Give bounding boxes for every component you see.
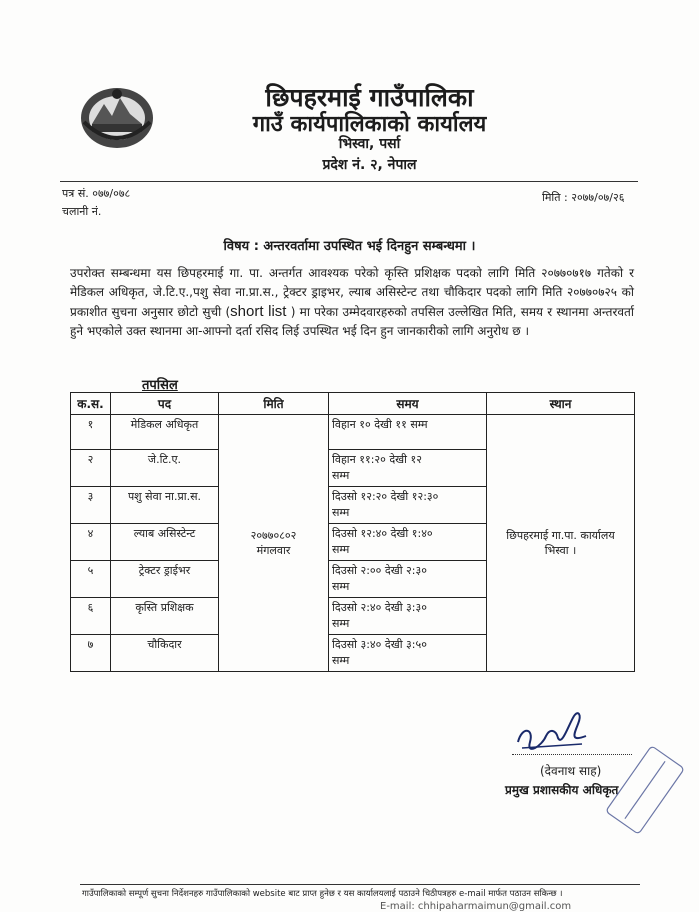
interview-schedule-table bbox=[70, 392, 635, 672]
row-time-main: दिउसो १२:२० देखी १२:३० bbox=[332, 490, 439, 503]
row-post: चौकिदार bbox=[111, 635, 219, 672]
row-time-main: विहान ११:२० देखी १२ bbox=[332, 453, 422, 466]
row-time bbox=[329, 598, 487, 635]
col-header-date: मिति bbox=[219, 393, 329, 415]
row-time bbox=[329, 487, 487, 524]
row-sn: ३ bbox=[71, 487, 111, 524]
row-time bbox=[329, 561, 487, 598]
interview-weekday: मंगलवार bbox=[256, 544, 291, 557]
footer-divider bbox=[80, 884, 640, 885]
row-time-main: दिउसो २:४० देखी ३:३० bbox=[332, 601, 427, 614]
col-header-location: स्थान bbox=[487, 393, 635, 415]
reference-number: पत्र सं. ०७७/०७८ bbox=[62, 187, 131, 200]
col-header-post: पद bbox=[111, 393, 219, 415]
interview-location-place: भिस्वा । bbox=[544, 544, 577, 557]
row-post: ल्याब असिस्टेन्ट bbox=[111, 524, 219, 561]
body-text-part2: ) मा परेका उम्मेदवारहरुको तपसिल उल्लेखित मिति, समय र स्थानमा अन्तरवर्ता हुने भएकोले उक्त स्थानमा आ-आफ्नो दर्ता रसिद लिई उपस्थित भई दिन हुन जानकारीको लागि अनुरोध छ । bbox=[70, 305, 634, 338]
handwritten-signature bbox=[512, 706, 592, 756]
interview-date-cell bbox=[219, 415, 329, 672]
row-time-main: दिउसो १२:४० देखी १:४० bbox=[332, 527, 433, 540]
municipality-name: छिपहरमाई गाउँपालिका bbox=[265, 83, 474, 112]
row-time-main: दिउसो २:०० देखी २:३० bbox=[332, 564, 427, 577]
row-time-main: दिउसो ३:४० देखी ३:५० bbox=[332, 638, 427, 651]
official-stamp bbox=[600, 740, 690, 840]
row-sn: ७ bbox=[71, 635, 111, 672]
row-time-suffix: सम्म bbox=[332, 617, 350, 630]
footer-email: E-mail: chhipaharmaimun@gmail.com bbox=[380, 901, 572, 912]
row-post: कृस्ति प्रशिक्षक bbox=[111, 598, 219, 635]
letter-date: मिति : २०७७/०७/२६ bbox=[542, 191, 625, 204]
row-time-main: विहान १० देखी ११ सम्म bbox=[332, 418, 428, 431]
dispatch-number: चलानी नं. bbox=[62, 205, 102, 218]
row-time bbox=[329, 524, 487, 561]
header-divider bbox=[60, 181, 638, 182]
row-time-suffix: सम्म bbox=[332, 469, 350, 482]
row-sn: २ bbox=[71, 450, 111, 487]
row-time-suffix: सम्म bbox=[332, 580, 350, 593]
short-list-term: short list bbox=[230, 303, 287, 320]
row-time bbox=[329, 415, 487, 450]
row-sn: ४ bbox=[71, 524, 111, 561]
signatory-name: (देवनाथ साह) bbox=[540, 764, 602, 778]
letter-body bbox=[70, 264, 634, 341]
row-time bbox=[329, 450, 487, 487]
letter-subject: विषय : अन्तरवर्तामा उपस्थित भई दिनहुन सम्बन्धमा । bbox=[223, 239, 476, 254]
col-header-time: समय bbox=[329, 393, 487, 415]
row-post: मेडिकल अधिकृत bbox=[111, 415, 219, 450]
footer-note: गाउँपालिकाको सम्पूर्ण सुचना निर्देशनहरु गाउँपालिकाको website बाट प्राप्त हुनेछ र यस कार्यालयलाई पठाउने चिठीपत्रहरु e-mail मार्फत पठाउन सकिन्छ । bbox=[82, 889, 563, 899]
interview-location: छिपहरमाई गा.पा. कार्यालय bbox=[506, 529, 615, 542]
schedule-heading: तपसिल bbox=[142, 378, 178, 393]
table-row bbox=[71, 415, 635, 450]
interview-location-cell bbox=[487, 415, 635, 672]
body-text-part1: उपरोक्त सम्बन्धमा यस छिपहरमाई गा. पा. अन्तर्गत आवश्यक परेको कृस्ति प्रशिक्षक पदको लागि मिति २०७७०७१७ गतेको र मेडिकल अधिकृत, जे.टि.ए.,पशु सेवा ना.प्रा.स., ट्रेक्टर ड्राइभर, ल्याब असिस्टेन्ट तथा चौकिदार पदको लागि मिति २०७७०७२५ को प्रकाशीत सुचना अनुसार छोटो सुची ( bbox=[70, 266, 634, 319]
row-post: जे.टि.ए. bbox=[111, 450, 219, 487]
row-time-suffix: सम्म bbox=[332, 543, 350, 556]
signatory-title: प्रमुख प्रशासकीय अधिकृत bbox=[505, 783, 619, 797]
row-sn: १ bbox=[71, 415, 111, 450]
row-time-suffix: सम्म bbox=[332, 506, 350, 519]
province-line: प्रदेश नं. २, नेपाल bbox=[322, 157, 417, 173]
row-sn: ५ bbox=[71, 561, 111, 598]
row-post: पशु सेवा ना.प्रा.स. bbox=[111, 487, 219, 524]
interview-date: २०७७०८०२ bbox=[250, 529, 297, 542]
col-header-sn: क.स. bbox=[71, 393, 111, 415]
row-time bbox=[329, 635, 487, 672]
table-header-row bbox=[71, 393, 635, 415]
row-post: ट्रेक्टर ड्राईभर bbox=[111, 561, 219, 598]
row-sn: ६ bbox=[71, 598, 111, 635]
office-location: भिस्वा, पर्सा bbox=[338, 136, 401, 152]
office-name: गाउँ कार्यपालिकाको कार्यालय bbox=[252, 111, 487, 137]
row-time-suffix: सम्म bbox=[332, 654, 350, 667]
